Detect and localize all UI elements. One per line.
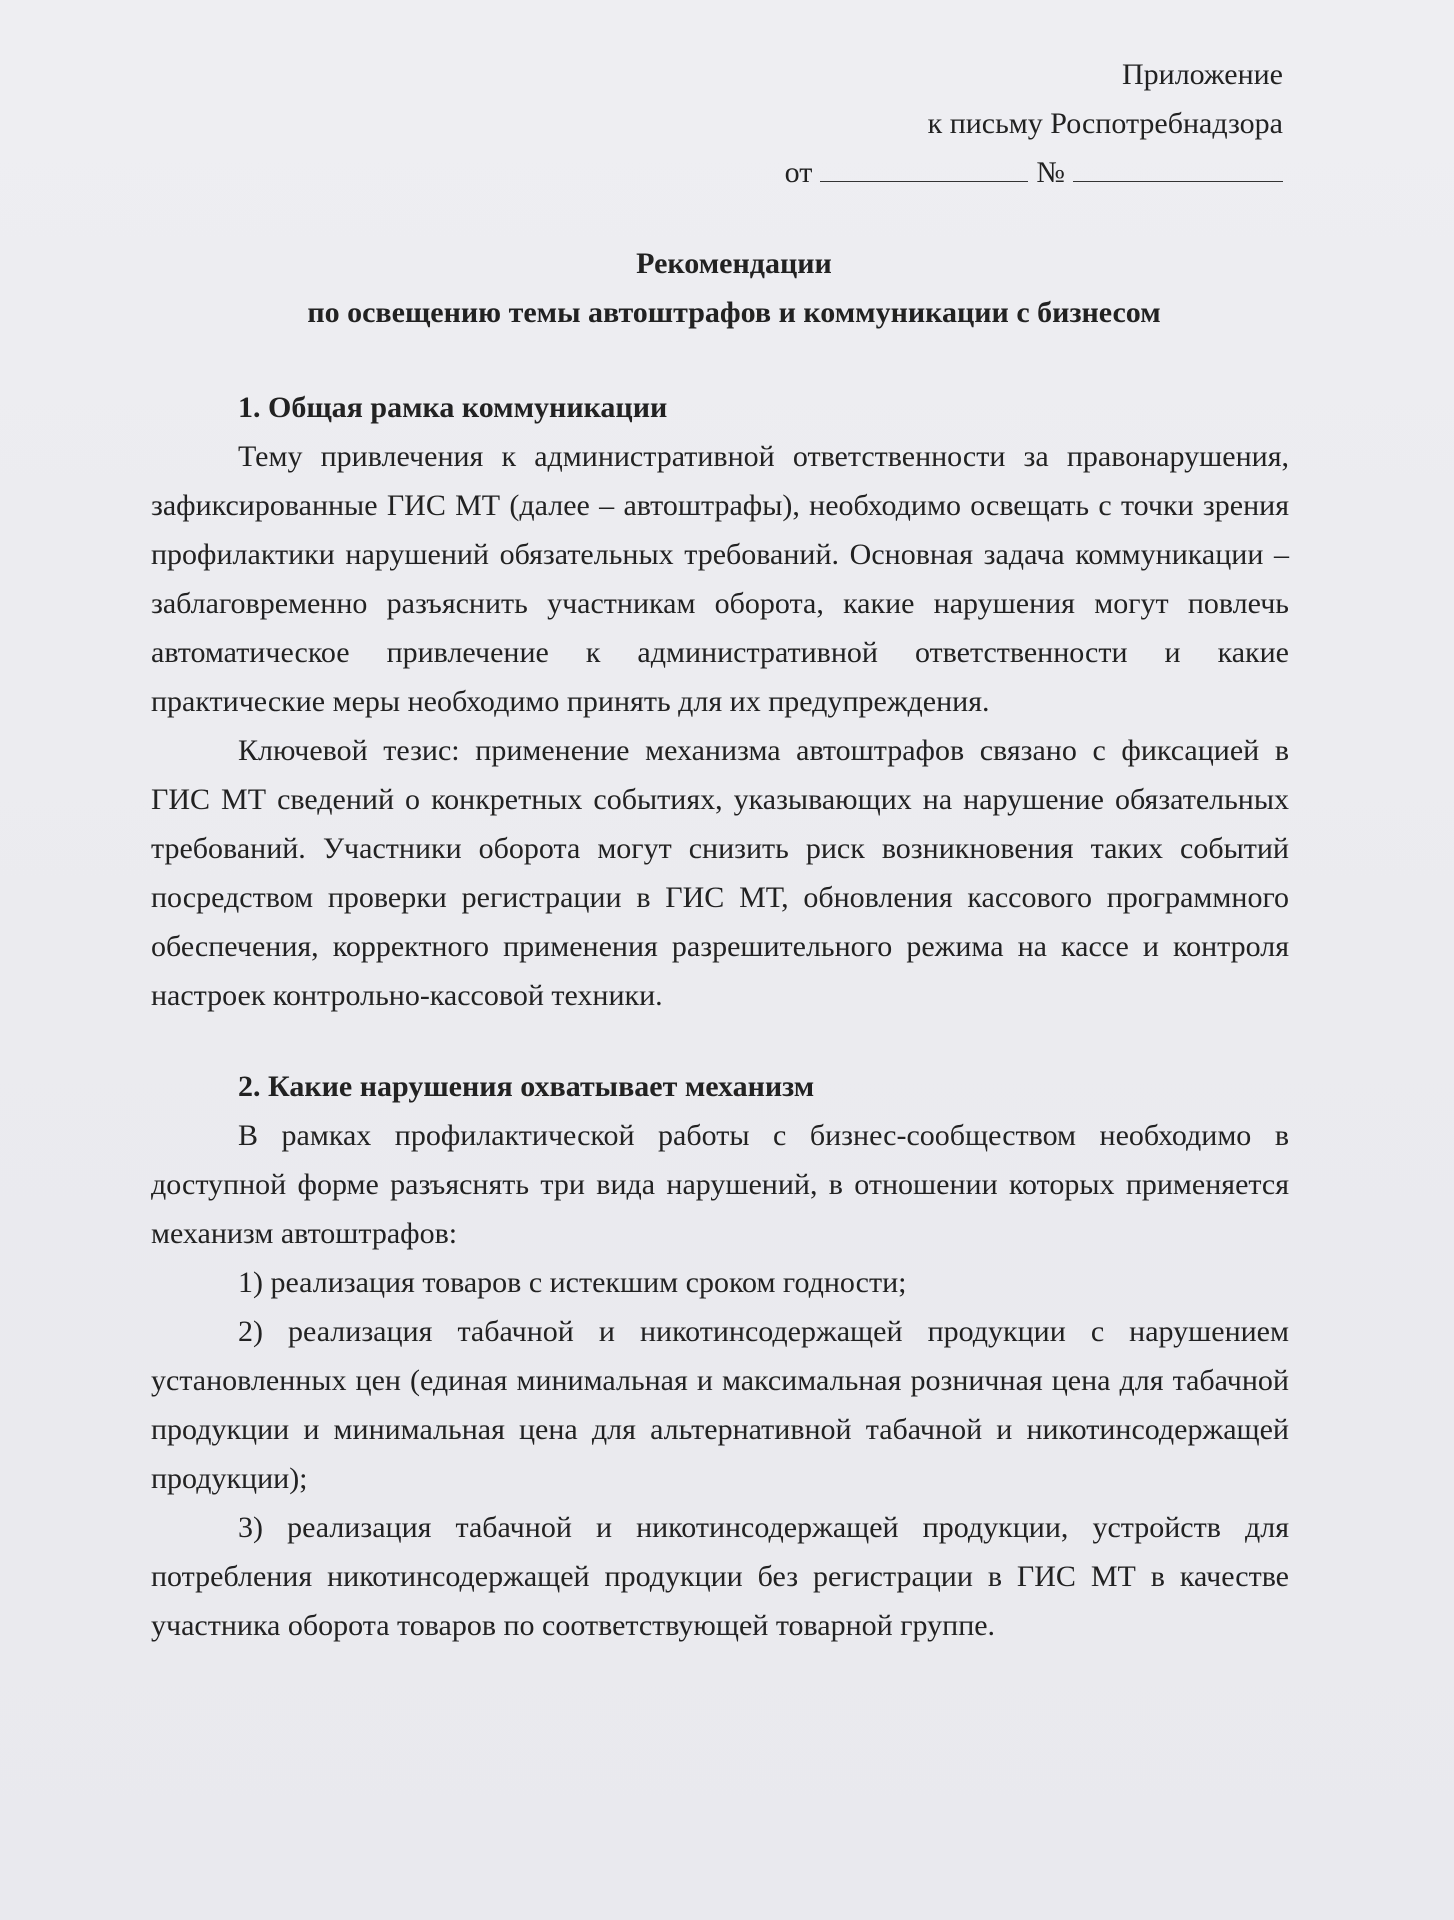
violation-item-2: 2) реализация табачной и никотинсодержащей продукции с нарушением установленных цен (единая минимальная и максимальная розничная цена для табачной продукции и минимальная цена для альтернативной табачной и никотинсодержащей продукции); xyxy=(151,1315,1289,1495)
violation-item-1: 1) реализация товаров с истекшим сроком годности; xyxy=(238,1266,907,1299)
letter-reference: к письму Роспотребнадзора xyxy=(927,107,1283,140)
section-2-intro: В рамках профилактической работы с бизнес-сообществом необходимо в доступной форме разъяснять три вида нарушений, в отношении которых применяется механизм автоштрафов: xyxy=(151,1119,1289,1250)
section-1-paragraph-1: Тему привлечения к административной ответственности за правонарушения, зафиксированные ГИС МТ (далее – автоштрафы), необходимо освещать с точки зрения профилактики нарушений обязательных требований. Основная задача коммуникации – заблаговременно разъяснить участникам оборота, какие нарушения могут повлечь автоматическое привлечение к административной ответственности и какие практические меры необходимо принять для их предупреждения. xyxy=(151,440,1289,718)
date-blank-field xyxy=(820,151,1028,182)
from-label: от xyxy=(784,156,813,189)
attachment-header xyxy=(785,50,1283,197)
attachment-label: Приложение xyxy=(1121,58,1283,91)
section-1-paragraph-2: Ключевой тезис: применение механизма автоштрафов связано с фиксацией в ГИС МТ сведений о конкретных событиях, указывающих на нарушение обязательных требований. Участники оборота могут снизить риск возникновения таких событий посредством проверки регистрации в ГИС МТ, обновления кассового программного обеспечения, корректного применения разрешительного режима на кассе и контроля настроек контрольно-кассовой техники. xyxy=(151,734,1289,1012)
title-line-1: Рекомендации xyxy=(636,247,832,280)
title-line-2: по освещению темы автоштрафов и коммуникации с бизнесом xyxy=(307,296,1161,329)
date-number-line xyxy=(785,148,1283,197)
section-1-heading: 1. Общая рамка коммуникации xyxy=(238,391,668,424)
violation-item-3: 3) реализация табачной и никотинсодержащей продукции, устройств для потребления никотинсодержащей продукции без регистрации в ГИС МТ в качестве участника оборота товаров по соответствующей товарной группе. xyxy=(151,1511,1289,1642)
number-blank-field xyxy=(1073,151,1283,182)
number-label: № xyxy=(1036,156,1065,189)
section-2-heading: 2. Какие нарушения охватывает механизм xyxy=(238,1070,815,1103)
document-body xyxy=(151,383,1289,1650)
document-title xyxy=(0,239,1454,337)
